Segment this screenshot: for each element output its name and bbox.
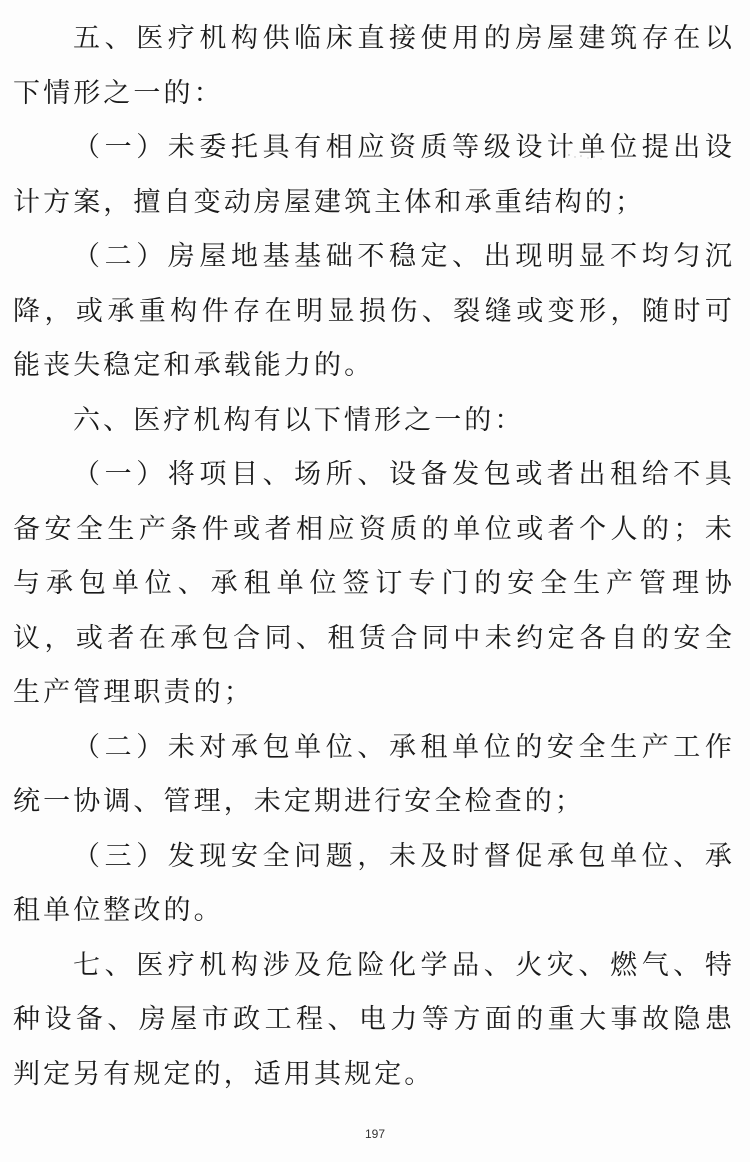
paragraph-section-6-item-3: （三）发现安全问题，未及时督促承包单位、承租单位整改的。 <box>13 840 735 926</box>
document-body <box>13 12 735 1102</box>
paragraph-section-6-item-1: （一）将项目、场所、设备发包或者出租给不具备安全生产条件或者相应资质的单位或者个人的；未与承包单位、承租单位签订专门的安全生产管理协议，或者在承包合同、租赁合同中未约定各自的安全生产管理职责的； <box>13 459 735 708</box>
paragraph-section-5-item-1: （一）未委托具有相应资质等级设计单位提出设计方案，擅自变动房屋建筑主体和承重结构的； <box>13 132 735 218</box>
paragraph-section-7: 七、医疗机构涉及危险化学品、火灾、燃气、特种设备、房屋市政工程、电力等方面的重大事故隐患判定另有规定的，适用其规定。 <box>13 949 735 1090</box>
page-number: 197 <box>364 1127 386 1141</box>
paragraph-section-5-item-2: （二）房屋地基基础不稳定、出现明显不均匀沉降，或承重构件存在明显损伤、裂缝或变形，随时可能丧失稳定和承载能力的。 <box>13 241 735 381</box>
paragraph-section-5: 五、医疗机构供临床直接使用的房屋建筑存在以下情形之一的： <box>13 23 735 109</box>
paragraph-section-6: 六、医疗机构有以下情形之一的： <box>73 404 525 436</box>
paragraph-section-6-item-2: （二）未对承包单位、承租单位的安全生产工作统一协调、管理，未定期进行安全检查的； <box>13 731 735 817</box>
